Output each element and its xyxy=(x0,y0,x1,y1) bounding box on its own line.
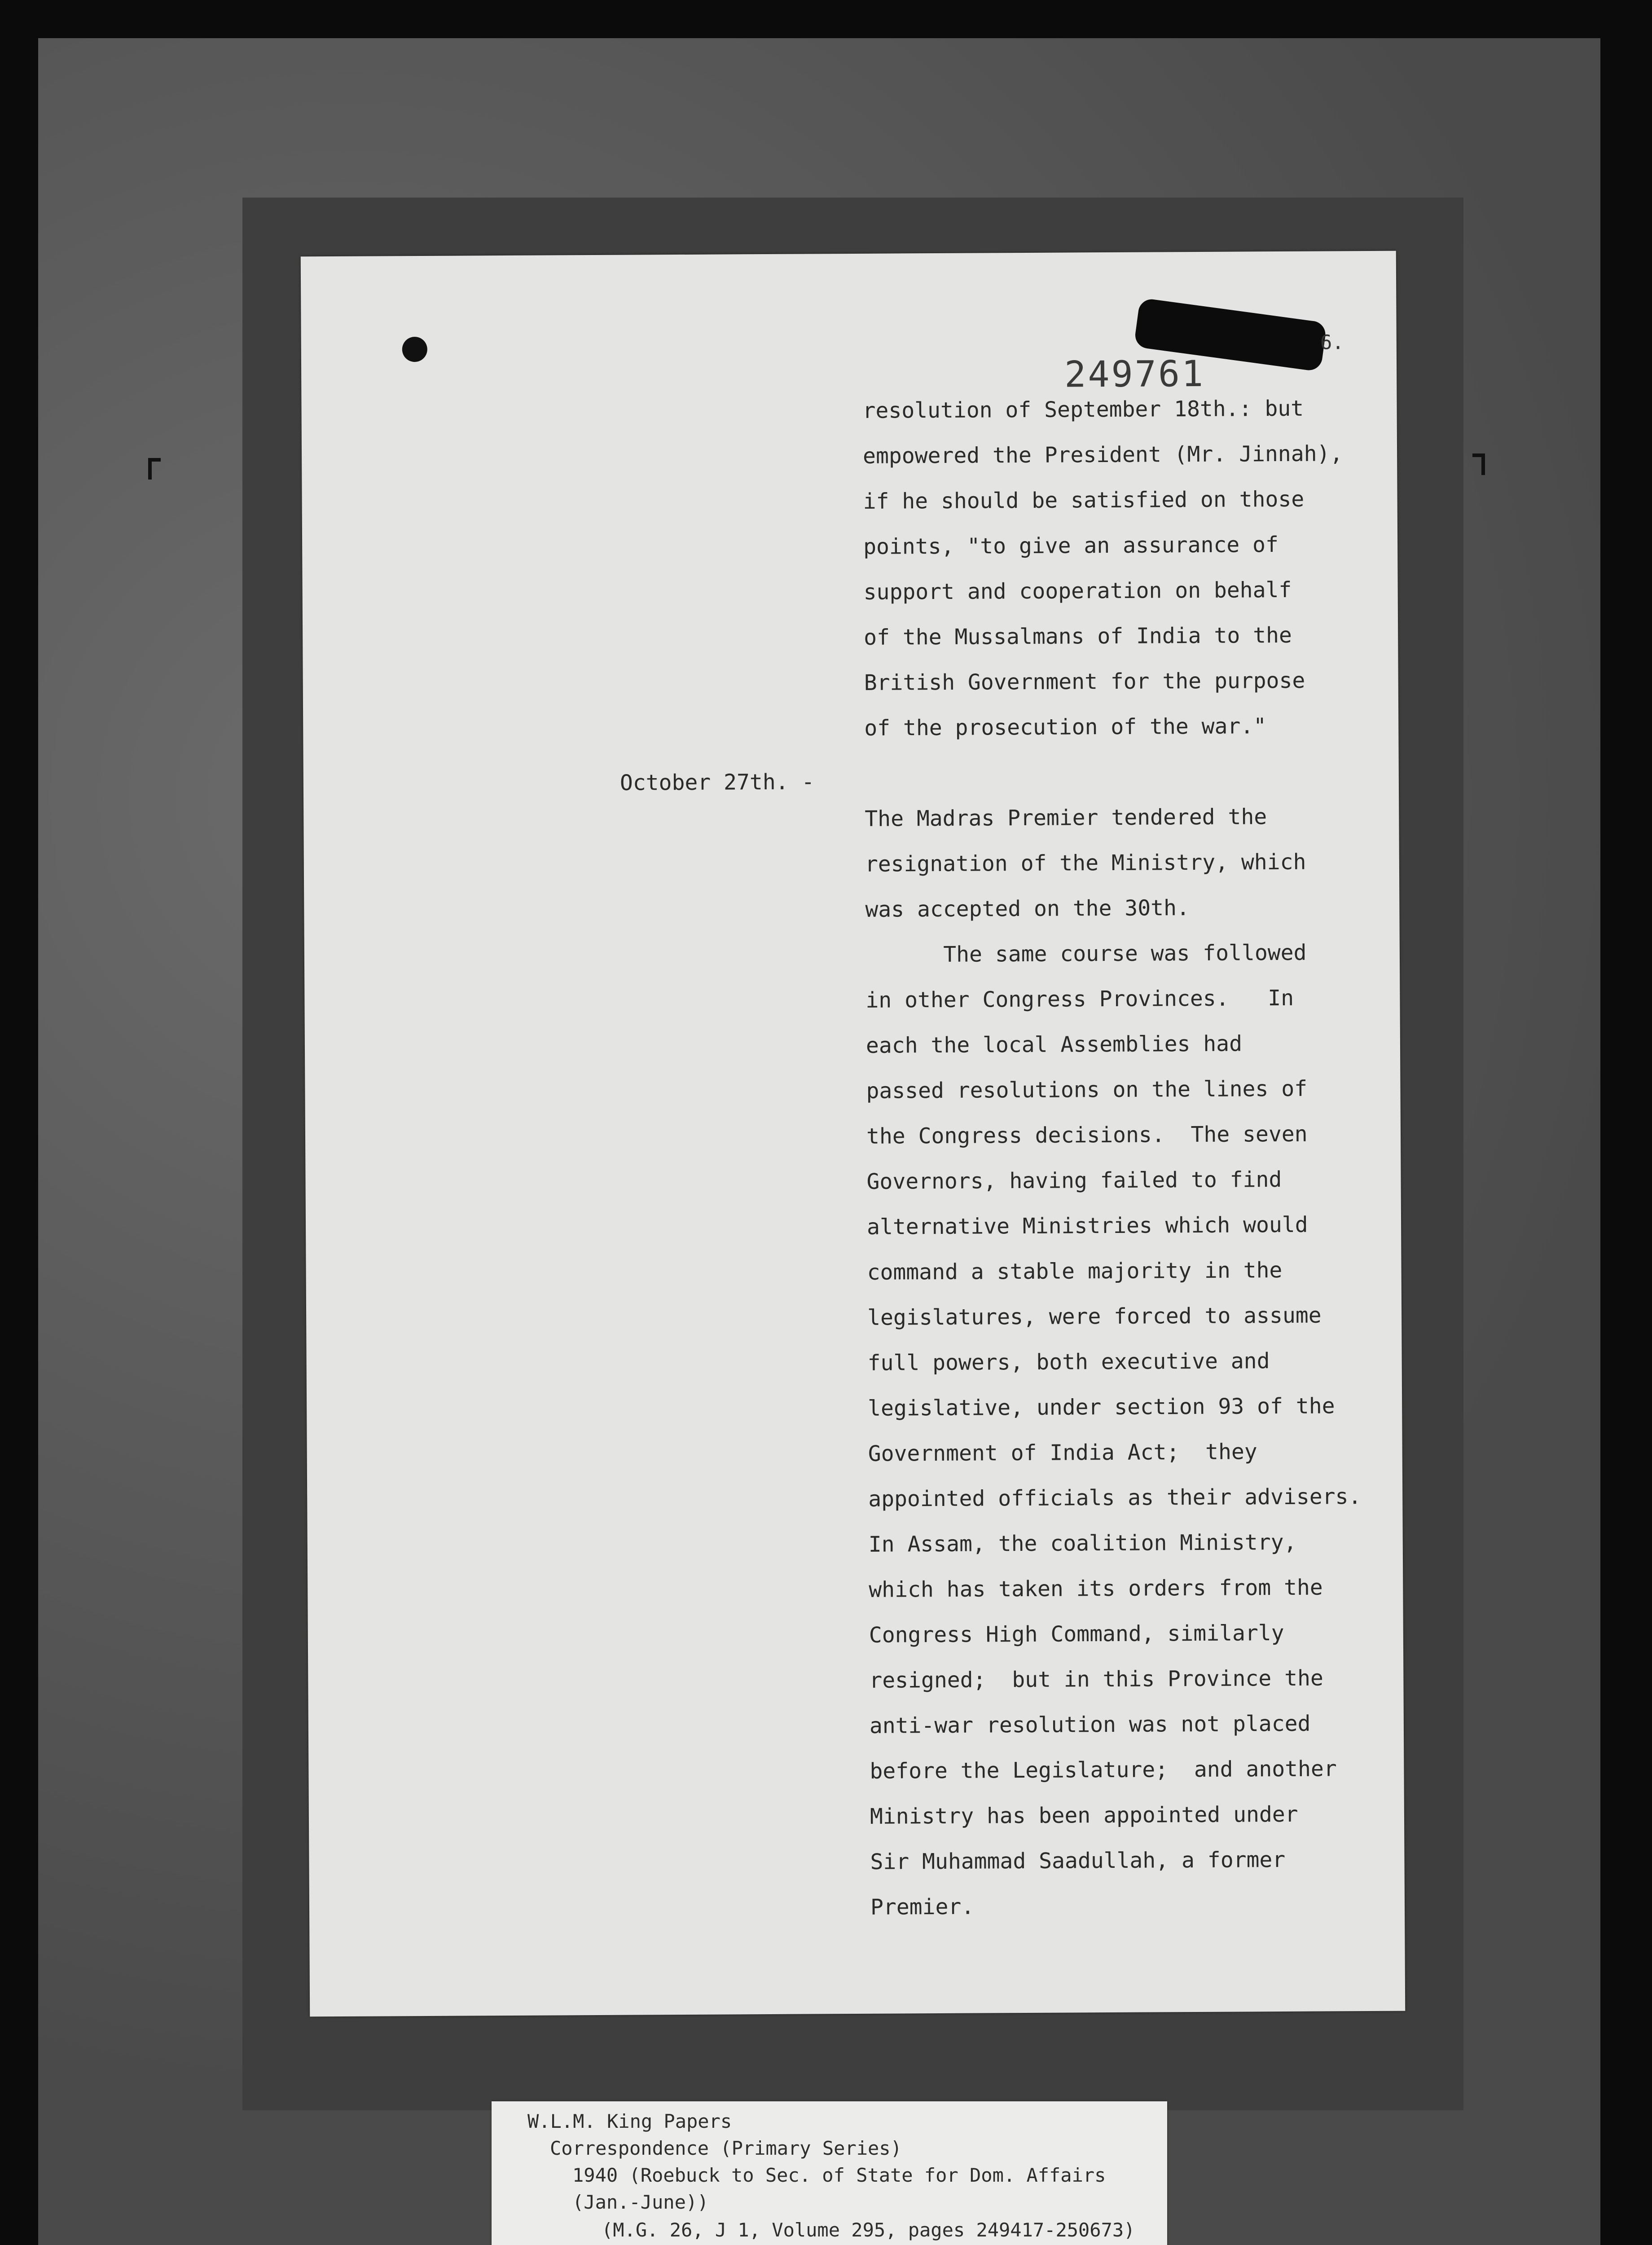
archive-stamp-number: 249761 xyxy=(1064,352,1205,396)
text-line: Premier. xyxy=(870,1894,975,1920)
text-line: each the local Assemblies had xyxy=(866,1031,1243,1058)
text-line: The same course was followed xyxy=(865,940,1307,968)
text-line: legislatures, were forced to assume xyxy=(867,1303,1322,1330)
text-line: was accepted on the 30th. xyxy=(865,895,1190,922)
text-line: command a stable majority in the xyxy=(867,1257,1283,1285)
text-line: support and cooperation on behalf xyxy=(863,577,1292,605)
text-line: Governors, having failed to find xyxy=(866,1167,1282,1194)
ref-line-collection: W.L.M. King Papers xyxy=(527,2110,732,2132)
text-line: which has taken its orders from the xyxy=(869,1575,1323,1602)
blank-line xyxy=(865,748,1386,797)
ref-line-volume: (M.G. 26, J 1, Volume 295, pages 249417-250673) xyxy=(602,2219,1135,2241)
text-line: resigned; but in this Province the xyxy=(869,1665,1323,1693)
text-line: resignation of the Ministry, which xyxy=(865,849,1306,877)
document-page xyxy=(301,251,1405,2017)
text-line: anti-war resolution was not placed xyxy=(869,1711,1311,1739)
text-line: if he should be satisfied on those xyxy=(863,486,1305,514)
text-line: In Assam, the coalition Ministry, xyxy=(868,1529,1297,1557)
text-line: before the Legislature; and another xyxy=(870,1756,1337,1784)
text-line: points, "to give an assurance of xyxy=(863,532,1279,559)
text-line: legislative, under section 93 of the xyxy=(868,1393,1335,1421)
text-line: full powers, both executive and xyxy=(867,1348,1270,1376)
text-line: the Congress decisions. The seven xyxy=(866,1121,1308,1149)
text-line: of the prosecution of the war." xyxy=(864,713,1267,741)
frame-corner-mark xyxy=(148,458,161,480)
ref-line-series: Correspondence (Primary Series) xyxy=(550,2137,902,2159)
text-line: Congress High Command, similarly xyxy=(869,1620,1284,1648)
document-body xyxy=(862,386,1391,1930)
text-line: appointed officials as their advisers. xyxy=(868,1484,1362,1512)
ref-line-months: (Jan.-June)) xyxy=(572,2191,709,2213)
text-line: British Government for the purpose xyxy=(864,668,1305,696)
text-line: Sir Muhammad Saadullah, a former xyxy=(870,1847,1286,1875)
text-line: Ministry has been appointed under xyxy=(870,1801,1298,1829)
text-line: alternative Ministries which would xyxy=(866,1212,1308,1240)
text-line: Government of India Act; they xyxy=(868,1439,1257,1466)
frame-corner-mark xyxy=(1472,453,1485,475)
page-number: 6. xyxy=(1320,331,1344,354)
text-line: resolution of September 18th.: but xyxy=(862,396,1304,423)
date-marginal-note: October 27th. - xyxy=(620,769,815,796)
text-line: The Madras Premier tendered the xyxy=(865,804,1267,832)
text-line: empowered the President (Mr. Jinnah), xyxy=(862,441,1343,469)
punch-hole xyxy=(402,337,427,362)
text-line: passed resolutions on the lines of xyxy=(866,1076,1308,1104)
ref-line-year: 1940 (Roebuck to Sec. of State for Dom. Affairs xyxy=(572,2164,1106,2186)
text-line: of the Mussalmans of India to the xyxy=(864,622,1292,650)
text-line: in other Congress Provinces. In xyxy=(866,985,1294,1013)
reference-label xyxy=(492,2101,1167,2245)
